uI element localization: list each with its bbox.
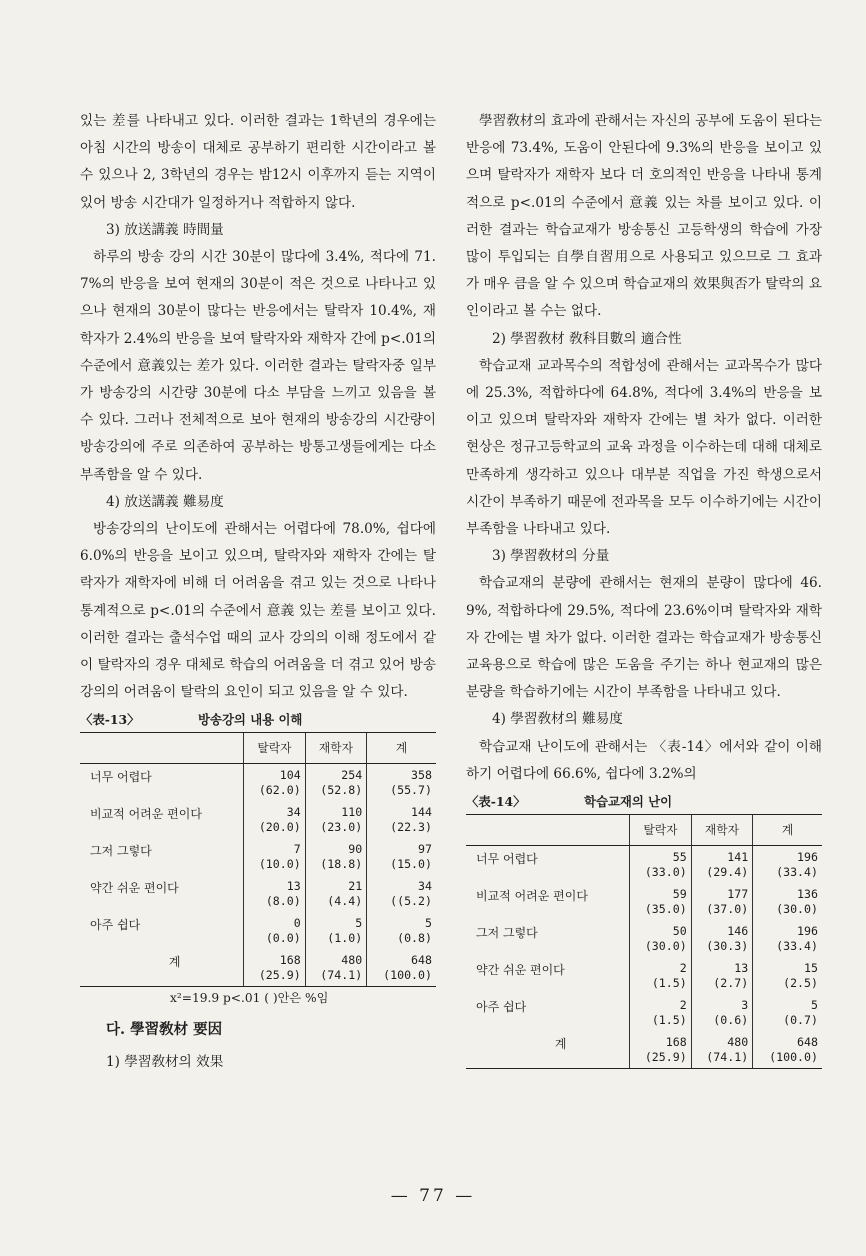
table14-header-total: 계	[753, 815, 822, 846]
table14-row-label: 계	[466, 1031, 630, 1069]
table14-row-label: 아주 쉽다	[476, 1000, 527, 1015]
table13-cell-percent: (22.3)	[390, 820, 432, 835]
heading-materials-effect: 1) 學習敎材의 效果	[106, 1054, 224, 1071]
table13-cell-percent: (8.0)	[265, 894, 301, 909]
table14-cell	[753, 920, 822, 957]
table13-cell	[305, 875, 366, 912]
table14-row	[466, 1031, 822, 1069]
table14-cell	[630, 846, 691, 884]
table13-cell-count: 168	[279, 953, 301, 968]
left-column	[80, 108, 436, 1077]
table13-cell-percent: (23.0)	[320, 820, 363, 835]
table13-cell-percent: (4.4)	[327, 894, 363, 909]
table13-cell-percent: (0.8)	[397, 931, 432, 946]
paragraph-broadcast-time-amount: 하루의 방송 강의 시간 30분이 많다에 3.4%, 적다에 71.7%의 반응을 보여 현재의 30분이 적은 것으로 나타나고 있으나 현재의 30분이 많다는 반응에서는 탈락자 10.4%, 재학자가 2.4%의 반응을 보여 탈락자와 재학자 간에 p<.01의 수준에서 意義있는 差가 있다. 이러한 결과는 탈락자중 일부가 방송강의 시간량 30분에 다소 부담을 느끼고 있음을 볼 수 있다. 그러나 전체적으로 보아 현재의 방송강의 시간량이 방송강의에 주로 의존하여 공부하는 방통고생들에게는 다소 부족함을 알 수 있다.	[80, 249, 436, 483]
table13-row	[80, 764, 436, 802]
table14-cell-percent: (37.0)	[706, 902, 749, 917]
table13-cell-percent: (0.0)	[265, 931, 301, 946]
table13-row-label: 아주 쉽다	[90, 918, 141, 933]
table14-cell-percent: (0.7)	[783, 1013, 818, 1028]
table13-row-label: 약간 쉬운 편이다	[90, 881, 179, 896]
table14-cell-percent: (33.4)	[776, 939, 818, 954]
table13-row-label: 비교적 어려운 편이다	[90, 807, 202, 822]
table13	[80, 732, 436, 987]
table14-cell-percent: (100.0)	[769, 1050, 818, 1065]
table13-cell-count: 90	[348, 842, 363, 857]
table13-row	[80, 949, 436, 987]
table13-cell-count: 144	[411, 805, 432, 820]
table14-cell-count: 2	[679, 998, 687, 1013]
table14-cell-count: 55	[672, 850, 687, 865]
section-title-materials: 다. 學習敎材 要因	[106, 1021, 223, 1039]
table14-body	[466, 846, 822, 1069]
table13-header-enrolled: 재학자	[305, 733, 366, 764]
table13-cell-percent: ((5.2)	[390, 894, 432, 909]
table14-cell-count: 196	[797, 850, 818, 865]
table14-cell	[753, 994, 822, 1031]
table14-cell	[630, 994, 691, 1031]
table14-cell-percent: (33.0)	[644, 865, 687, 880]
table14-header-dropout: 탈락자	[630, 815, 691, 846]
table13-cell	[305, 912, 366, 949]
table14-header-blank	[466, 815, 630, 846]
table13-cell-count: 0	[293, 916, 301, 931]
table14-header-row	[466, 815, 822, 846]
table13-row	[80, 838, 436, 875]
heading-materials-amount: 3) 學習敎材의 分量	[492, 548, 610, 565]
table13-row	[80, 912, 436, 949]
table14-cell-percent: (30.0)	[644, 939, 687, 954]
table13-cell	[244, 801, 305, 838]
table14-cell	[753, 957, 822, 994]
table13-cell-percent: (100.0)	[383, 968, 432, 983]
table13-cell-percent: (20.0)	[258, 820, 301, 835]
table13-cell-count: 648	[411, 953, 432, 968]
table14-cell-count: 2	[679, 961, 687, 976]
table14-cell-count: 15	[804, 961, 818, 976]
table13-cell-count: 13	[286, 879, 301, 894]
table13-cell-count: 110	[341, 805, 363, 820]
table14-cell-percent: (35.0)	[644, 902, 687, 917]
table13-cell	[244, 949, 305, 987]
table14-header-enrolled: 재학자	[691, 815, 752, 846]
table14-cell-percent: (25.9)	[644, 1050, 687, 1065]
table13-cell	[244, 764, 305, 802]
table13-body	[80, 764, 436, 987]
table14-cell-percent: (74.1)	[706, 1050, 749, 1065]
table14-cell	[630, 920, 691, 957]
heading-broadcast-difficulty: 4) 放送講義 難易度	[106, 493, 224, 510]
table14-cell-percent: (1.5)	[651, 976, 687, 991]
table13-cell-percent: (52.8)	[320, 783, 363, 798]
table13-cell-count: 254	[341, 768, 363, 783]
table13-cell-count: 97	[418, 842, 432, 857]
paragraph-materials-amount: 학습교재의 분량에 관해서는 현재의 분량이 많다에 46.9%, 적합하다에 29.5%, 적다에 23.6%이며 탈락자와 재학자 간에는 별 차가 없다. 이러한 결과는 학습교재가 방송통신 교육용으로 학습에 많은 도움을 주기는 하나 현교재의 많은 분량을 학습하기에는 시간이 부족함을 나타내고 있다.	[466, 575, 822, 701]
table14-label: 〈表-14〉	[466, 794, 526, 810]
page-number: — 77 —	[390, 1186, 476, 1206]
table13-cell	[367, 801, 436, 838]
table13-cell	[305, 949, 366, 987]
table13-cell-count: 480	[341, 953, 363, 968]
table13-cell	[367, 875, 436, 912]
table14-cell	[691, 883, 752, 920]
table13-cell	[367, 838, 436, 875]
table14-cell-percent: (29.4)	[706, 865, 749, 880]
table13-row-label: 너무 어렵다	[90, 770, 152, 785]
table13-cell	[244, 875, 305, 912]
heading-materials-difficulty: 4) 學習敎材의 難易度	[492, 711, 623, 728]
table13-stat-note: x²=19.9 p<.01 ( )안은 %임	[170, 991, 329, 1006]
table14-row	[466, 994, 822, 1031]
table14-cell-count: 50	[672, 924, 687, 939]
table14-cell-percent: (30.3)	[706, 939, 749, 954]
table14-cell	[691, 994, 752, 1031]
table14-cell-percent: (0.6)	[713, 1013, 749, 1028]
table14-row-label: 약간 쉬운 편이다	[476, 963, 565, 978]
table14-row	[466, 920, 822, 957]
table14-cell	[630, 957, 691, 994]
table14-caption	[466, 790, 822, 814]
table14-cell	[753, 846, 822, 884]
table14-cell-count: 177	[727, 887, 749, 902]
table14-cell-percent: (30.0)	[776, 902, 818, 917]
table13-cell	[367, 912, 436, 949]
table13-cell-percent: (18.8)	[320, 857, 363, 872]
heading-broadcast-time-amount: 3) 放送講義 時間量	[106, 221, 224, 238]
table13-cell	[244, 838, 305, 875]
table14-cell	[691, 920, 752, 957]
table13-cell	[244, 912, 305, 949]
table14-cell-percent: (2.5)	[783, 976, 818, 991]
table13-cell-count: 358	[411, 768, 432, 783]
table14-row-label: 비교적 어려운 편이다	[476, 889, 588, 904]
table14-title: 학습교재의 난이	[584, 794, 673, 810]
table13-caption	[80, 708, 436, 732]
table14-cell	[691, 846, 752, 884]
table14-cell-count: 648	[797, 1035, 818, 1050]
heading-subject-count: 2) 學習敎材 敎科目數의 適合性	[492, 330, 682, 347]
paragraph-subject-count: 학습교재 교과목수의 적합성에 관해서는 교과목수가 많다에 25.3%, 적합하다에 64.8%, 적다에 3.4%의 반응을 보이고 있으며 탈락자와 재학자 간에는 별 차가 없다. 이러한 현상은 정규고등학교의 교육 과정을 이수하는데 대해 대체로 만족하게 생각하고 있으나 대부분 직업을 가진 학생으로서 시간이 부족하기 때문에 전과목을 모두 이수하기에는 시간이 부족함을 나타내고 있다.	[466, 357, 822, 538]
table13-cell-count: 34	[418, 879, 432, 894]
table13-row	[80, 801, 436, 838]
table13-cell-count: 104	[279, 768, 301, 783]
table13-cell-count: 7	[293, 842, 301, 857]
table14-cell-count: 480	[727, 1035, 749, 1050]
paragraph-intro: 있는 差를 나타내고 있다. 이러한 결과는 1학년의 경우에는 아침 시간의 방송이 대체로 공부하기 편리한 시간이라고 볼 수 있으나 2, 3학년의 경우는 밤12시 이후까지 듣는 지역이 있어 방송 시간대가 일정하거나 적합하지 않다.	[80, 113, 436, 211]
table13-cell	[367, 764, 436, 802]
table14-cell-count: 59	[672, 887, 687, 902]
table14-cell-count: 3	[741, 998, 749, 1013]
table14-row	[466, 883, 822, 920]
table13-cell-count: 34	[286, 805, 301, 820]
table14-cell	[691, 957, 752, 994]
table13-row-label: 계	[80, 949, 244, 987]
table13-cell-percent: (1.0)	[327, 931, 363, 946]
table13-title: 방송강의 내용 이해	[198, 712, 303, 728]
table14-cell-count: 141	[727, 850, 749, 865]
table13-cell-percent: (25.9)	[258, 968, 301, 983]
table14-cell-count: 5	[811, 998, 818, 1013]
table13-row-label: 그저 그렇다	[90, 844, 152, 859]
table14-cell-count: 146	[727, 924, 749, 939]
paragraph-materials-effect: 學習敎材의 효과에 관해서는 자신의 공부에 도움이 된다는 반응에 73.4%, 도움이 안된다에 9.3%의 반응을 보이고 있으며 탈락자가 재학자 보다 더 호의적인 반응을 나타내 통계적으로 p<.01의 수준에서 意義 있는 차를 보이고 있다. 이러한 결과는 학습교재가 방송통신 고등학생의 학습에 가장 많이 투입되는 自學自習用으로 사용되고 있으므로 그 효과가 매우 큼을 알 수 있으며 학습교재의 效果與否가 탈락의 요인이라고 볼 수는 없다.	[466, 113, 822, 320]
table14-cell-percent: (33.4)	[776, 865, 818, 880]
table13-header-row	[80, 733, 436, 764]
table13-cell	[305, 838, 366, 875]
table13-cell-count: 21	[348, 879, 363, 894]
table13-cell-percent: (15.0)	[390, 857, 432, 872]
table13-header-total: 계	[367, 733, 436, 764]
table13-cell	[305, 801, 366, 838]
table14-cell-count: 136	[797, 887, 818, 902]
table14-cell	[691, 1031, 752, 1069]
table13-cell-count: 5	[355, 916, 363, 931]
paragraph-broadcast-difficulty: 방송강의의 난이도에 관해서는 어렵다에 78.0%, 쉽다에 6.0%의 반응을 보이고 있으며, 탈락자와 재학자 간에는 탈락자가 재학자에 비해 더 어려움을 겪고 있는 것으로 나타나 통계적으로 p<.01의 수준에서 意義 있는 差를 보이고 있다. 이러한 결과는 출석수업 때의 교사 강의의 이해 정도에서 같이 탈락자의 경우 대체로 학습의 어려움을 더 겪고 있어 방송강의의 어려움이 탈락의 요인이 되고 있음을 알 수 있다.	[80, 521, 436, 701]
table14-cell	[753, 1031, 822, 1069]
table13-cell-percent: (10.0)	[258, 857, 301, 872]
table14-cell	[753, 883, 822, 920]
table14-row-label: 너무 어렵다	[476, 852, 538, 867]
paragraph-materials-difficulty: 학습교재 난이도에 관해서는 〈表-14〉에서와 같이 이해하기 어렵다에 66.6%, 쉽다에 3.2%의	[466, 738, 822, 782]
table14-cell-count: 168	[665, 1035, 687, 1050]
table14-cell-count: 196	[797, 924, 818, 939]
table13-label: 〈表-13〉	[80, 712, 140, 728]
table13-cell-percent: (74.1)	[320, 968, 363, 983]
table13-cell-percent: (62.0)	[258, 783, 301, 798]
table13-cell	[367, 949, 436, 987]
table14-row-label: 그저 그렇다	[476, 926, 538, 941]
table14-cell-percent: (2.7)	[713, 976, 749, 991]
table13-cell	[305, 764, 366, 802]
table14-row	[466, 846, 822, 884]
table14-cell	[630, 883, 691, 920]
table13-cell-percent: (55.7)	[390, 783, 432, 798]
table14	[466, 814, 822, 1069]
table13-cell-count: 5	[425, 916, 432, 931]
table14-cell-percent: (1.5)	[651, 1013, 687, 1028]
table13-row	[80, 875, 436, 912]
table14-row	[466, 957, 822, 994]
table13-header-dropout: 탈락자	[244, 733, 305, 764]
table14-cell	[630, 1031, 691, 1069]
right-column	[466, 108, 822, 1069]
table13-header-blank	[80, 733, 244, 764]
table14-cell-count: 13	[734, 961, 749, 976]
